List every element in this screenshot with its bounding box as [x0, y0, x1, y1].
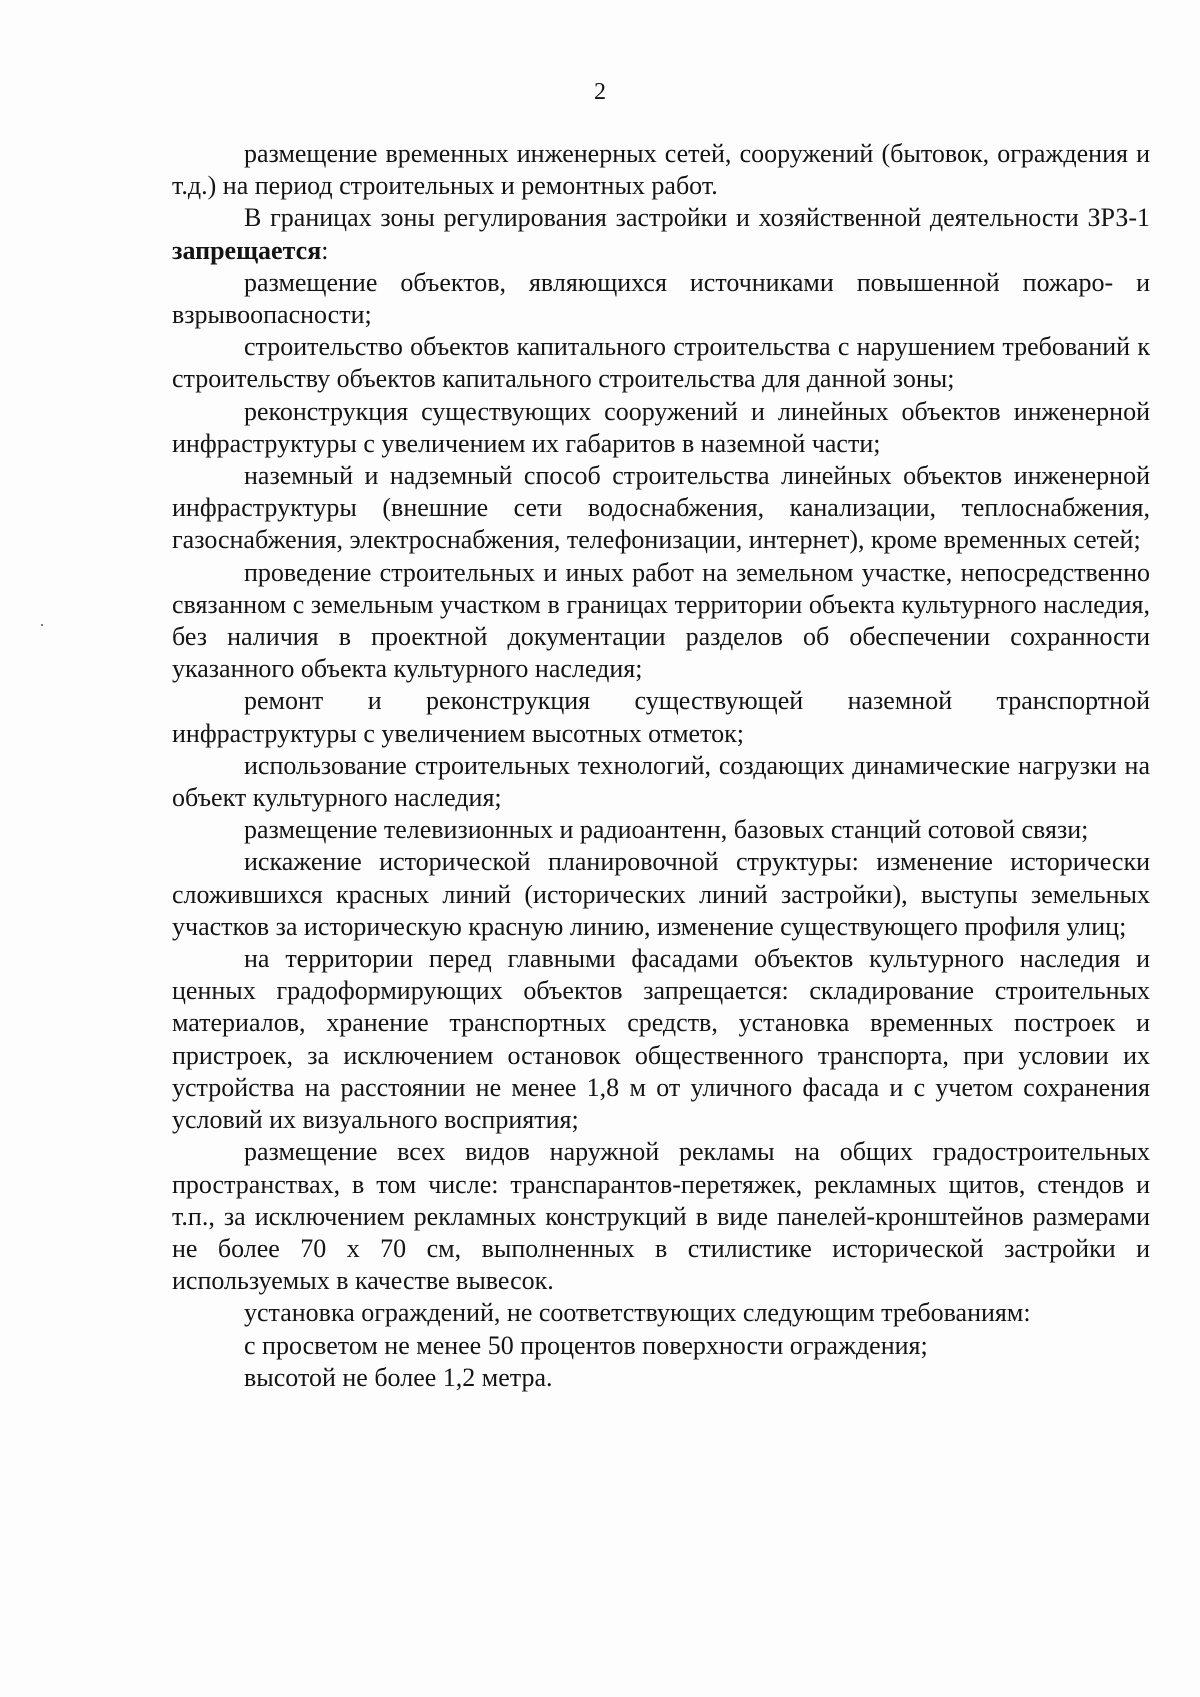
paragraph-antennas: размещение телевизионных и радиоантенн, базовых станций сотовой связи;	[244, 815, 1089, 845]
paragraph-fire-hazard-objects: размещение объектов, являющихся источниками повышенной пожаро- и взрывоопасности;	[172, 267, 1150, 330]
paragraph-outdoor-advertising: размещение всех видов наружной рекламы на общих градостроительных пространствах, в том числе: транспарантов-перетяжек, рекламных щитов, стендов и т.п., за исключением рекламных конструкций в виде панелей-кронштейнов размерами не более 70 х 70 см, выполненных в стилистике исторической застройки и используемых в качестве вывесок.	[172, 1137, 1150, 1296]
zone-intro-text: В границах зоны регулирования застройки и хозяйственной деятельности ЗРЗ-1	[244, 203, 1150, 233]
scan-speck	[41, 624, 43, 626]
paragraph-ground-construction-method: наземный и надземный способ строительства линейных объектов инженерной инфраструктуры (внешние сети водоснабжения, канализации, теплоснабжения, газоснабжения, электроснабжения, телефонизации, интернет), кроме временных сетей;	[172, 461, 1150, 555]
paragraph-dynamic-loads: использование строительных технологий, создающих динамические нагрузки на объект культурного наследия;	[172, 750, 1150, 813]
paragraph-zone-intro	[172, 202, 1150, 266]
prohibited-keyword: запрещается	[172, 235, 322, 265]
paragraph-fence-clearance: с просветом не менее 50 процентов поверхности ограждения;	[244, 1330, 928, 1360]
paragraph-planning-structure: искажение исторической планировочной структуры: изменение исторически сложившихся красных линий (исторических линий застройки), выступы земельных участков за историческую красную линию, изменение существующего профиля улиц;	[172, 847, 1150, 941]
zone-intro-colon: :	[321, 235, 329, 265]
paragraph-fence-height: высотой не более 1,2 метра.	[244, 1362, 553, 1392]
document-body	[172, 138, 1150, 1394]
paragraph-transport-infrastructure: ремонт и реконструкция существующей наземной транспортной инфраструктуры с увеличением высотных отметок;	[172, 686, 1150, 748]
paragraph-works-on-land-plot: проведение строительных и иных работ на земельном участке, непосредственно связанном с земельным участком в границах территории объекта культурного наследия, без наличия в проектной документации разделов об обеспечении сохранности указанного объекта культурного наследия;	[172, 557, 1150, 684]
paragraph-fences: установка ограждений, не соответствующих следующим требованиям:	[244, 1298, 1031, 1328]
paragraph-main-facades: на территории перед главными фасадами объектов культурного наследия и ценных градоформирующих объектов запрещается: складирование строительных материалов, хранение транспортных средств, установка временных построек и пристроек, за исключением остановок общественного транспорта, при условии их устройства на расстоянии не менее 1,8 м от уличного фасада и с учетом сохранения условий их визуального восприятия;	[172, 944, 1150, 1135]
page-number: 2	[594, 79, 606, 105]
paragraph-temporary-networks: размещение временных инженерных сетей, сооружений (бытовок, ограждения и т.д.) на период строительных и ремонтных работ.	[172, 139, 1150, 201]
paragraph-capital-construction: строительство объектов капитального строительства с нарушением требований к строительству объектов капитального строительства для данной зоны;	[172, 332, 1150, 394]
paragraph-reconstruction-structures: реконструкция существующих сооружений и линейных объектов инженерной инфраструктуры с увеличением их габаритов в наземной части;	[172, 396, 1150, 458]
